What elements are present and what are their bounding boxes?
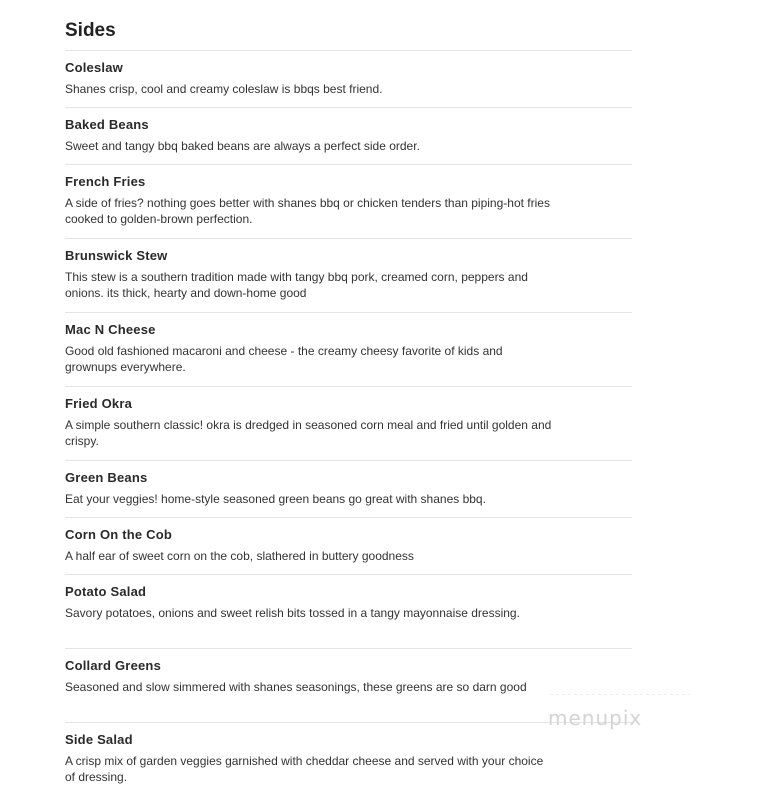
- menu-item-baked-beans: [65, 108, 632, 165]
- watermark-logo: menupix: [548, 706, 643, 730]
- menu-item-fried-okra: [65, 387, 632, 461]
- menu-item-collard-greens: [65, 649, 632, 723]
- menu-item-mac-n-cheese: [65, 313, 632, 387]
- item-description: Savory potatoes, onions and sweet relish bits tossed in a tangy mayonnaise dressing.: [65, 606, 520, 620]
- item-name: Coleslaw: [65, 60, 123, 75]
- menu-item-french-fries: [65, 165, 632, 239]
- sides-menu-list: [65, 51, 632, 797]
- menu-item-brunswick-stew: [65, 239, 632, 313]
- item-name: Green Beans: [65, 470, 148, 485]
- item-name: Brunswick Stew: [65, 248, 168, 263]
- section-title: Sides: [65, 20, 116, 41]
- item-description: A crisp mix of garden veggies garnished with cheddar cheese and served with your choice of dressing.: [65, 754, 544, 784]
- item-description: A half ear of sweet corn on the cob, slathered in buttery goodness: [65, 549, 414, 563]
- item-description: A side of fries? nothing goes better with shanes bbq or chicken tenders than piping-hot fries cooked to golden-brown perfection.: [65, 196, 550, 226]
- menu-item-green-beans: [65, 461, 632, 518]
- item-name: Corn On the Cob: [65, 527, 172, 542]
- menu-item-coleslaw: [65, 51, 632, 108]
- item-name: Fried Okra: [65, 396, 133, 411]
- item-name: French Fries: [65, 174, 146, 189]
- item-description: This stew is a southern tradition made with tangy bbq pork, creamed corn, peppers and onions. its thick, hearty and down-home good: [65, 270, 528, 300]
- item-description: Sweet and tangy bbq baked beans are always a perfect side order.: [65, 139, 420, 153]
- item-name: Potato Salad: [65, 584, 147, 599]
- item-name: Baked Beans: [65, 117, 149, 132]
- menu-item-potato-salad: [65, 575, 632, 649]
- item-name: Collard Greens: [65, 658, 161, 673]
- item-description: A simple southern classic! okra is dredged in seasoned corn meal and fried until golden and crispy.: [65, 418, 552, 448]
- item-description: Seasoned and slow simmered with shanes seasonings, these greens are so darn good: [65, 680, 527, 694]
- menu-item-side-salad: [65, 723, 632, 797]
- item-description: Shanes crisp, cool and creamy coleslaw is bbqs best friend.: [65, 82, 383, 96]
- menu-item-corn-on-the-cob: [65, 518, 632, 575]
- item-name: Mac N Cheese: [65, 322, 156, 337]
- watermark-divider: [550, 694, 690, 695]
- item-description: Eat your veggies! home-style seasoned green beans go great with shanes bbq.: [65, 492, 486, 506]
- item-description: Good old fashioned macaroni and cheese - the creamy cheesy favorite of kids and grownups everywhere.: [65, 344, 503, 374]
- item-name: Side Salad: [65, 732, 133, 747]
